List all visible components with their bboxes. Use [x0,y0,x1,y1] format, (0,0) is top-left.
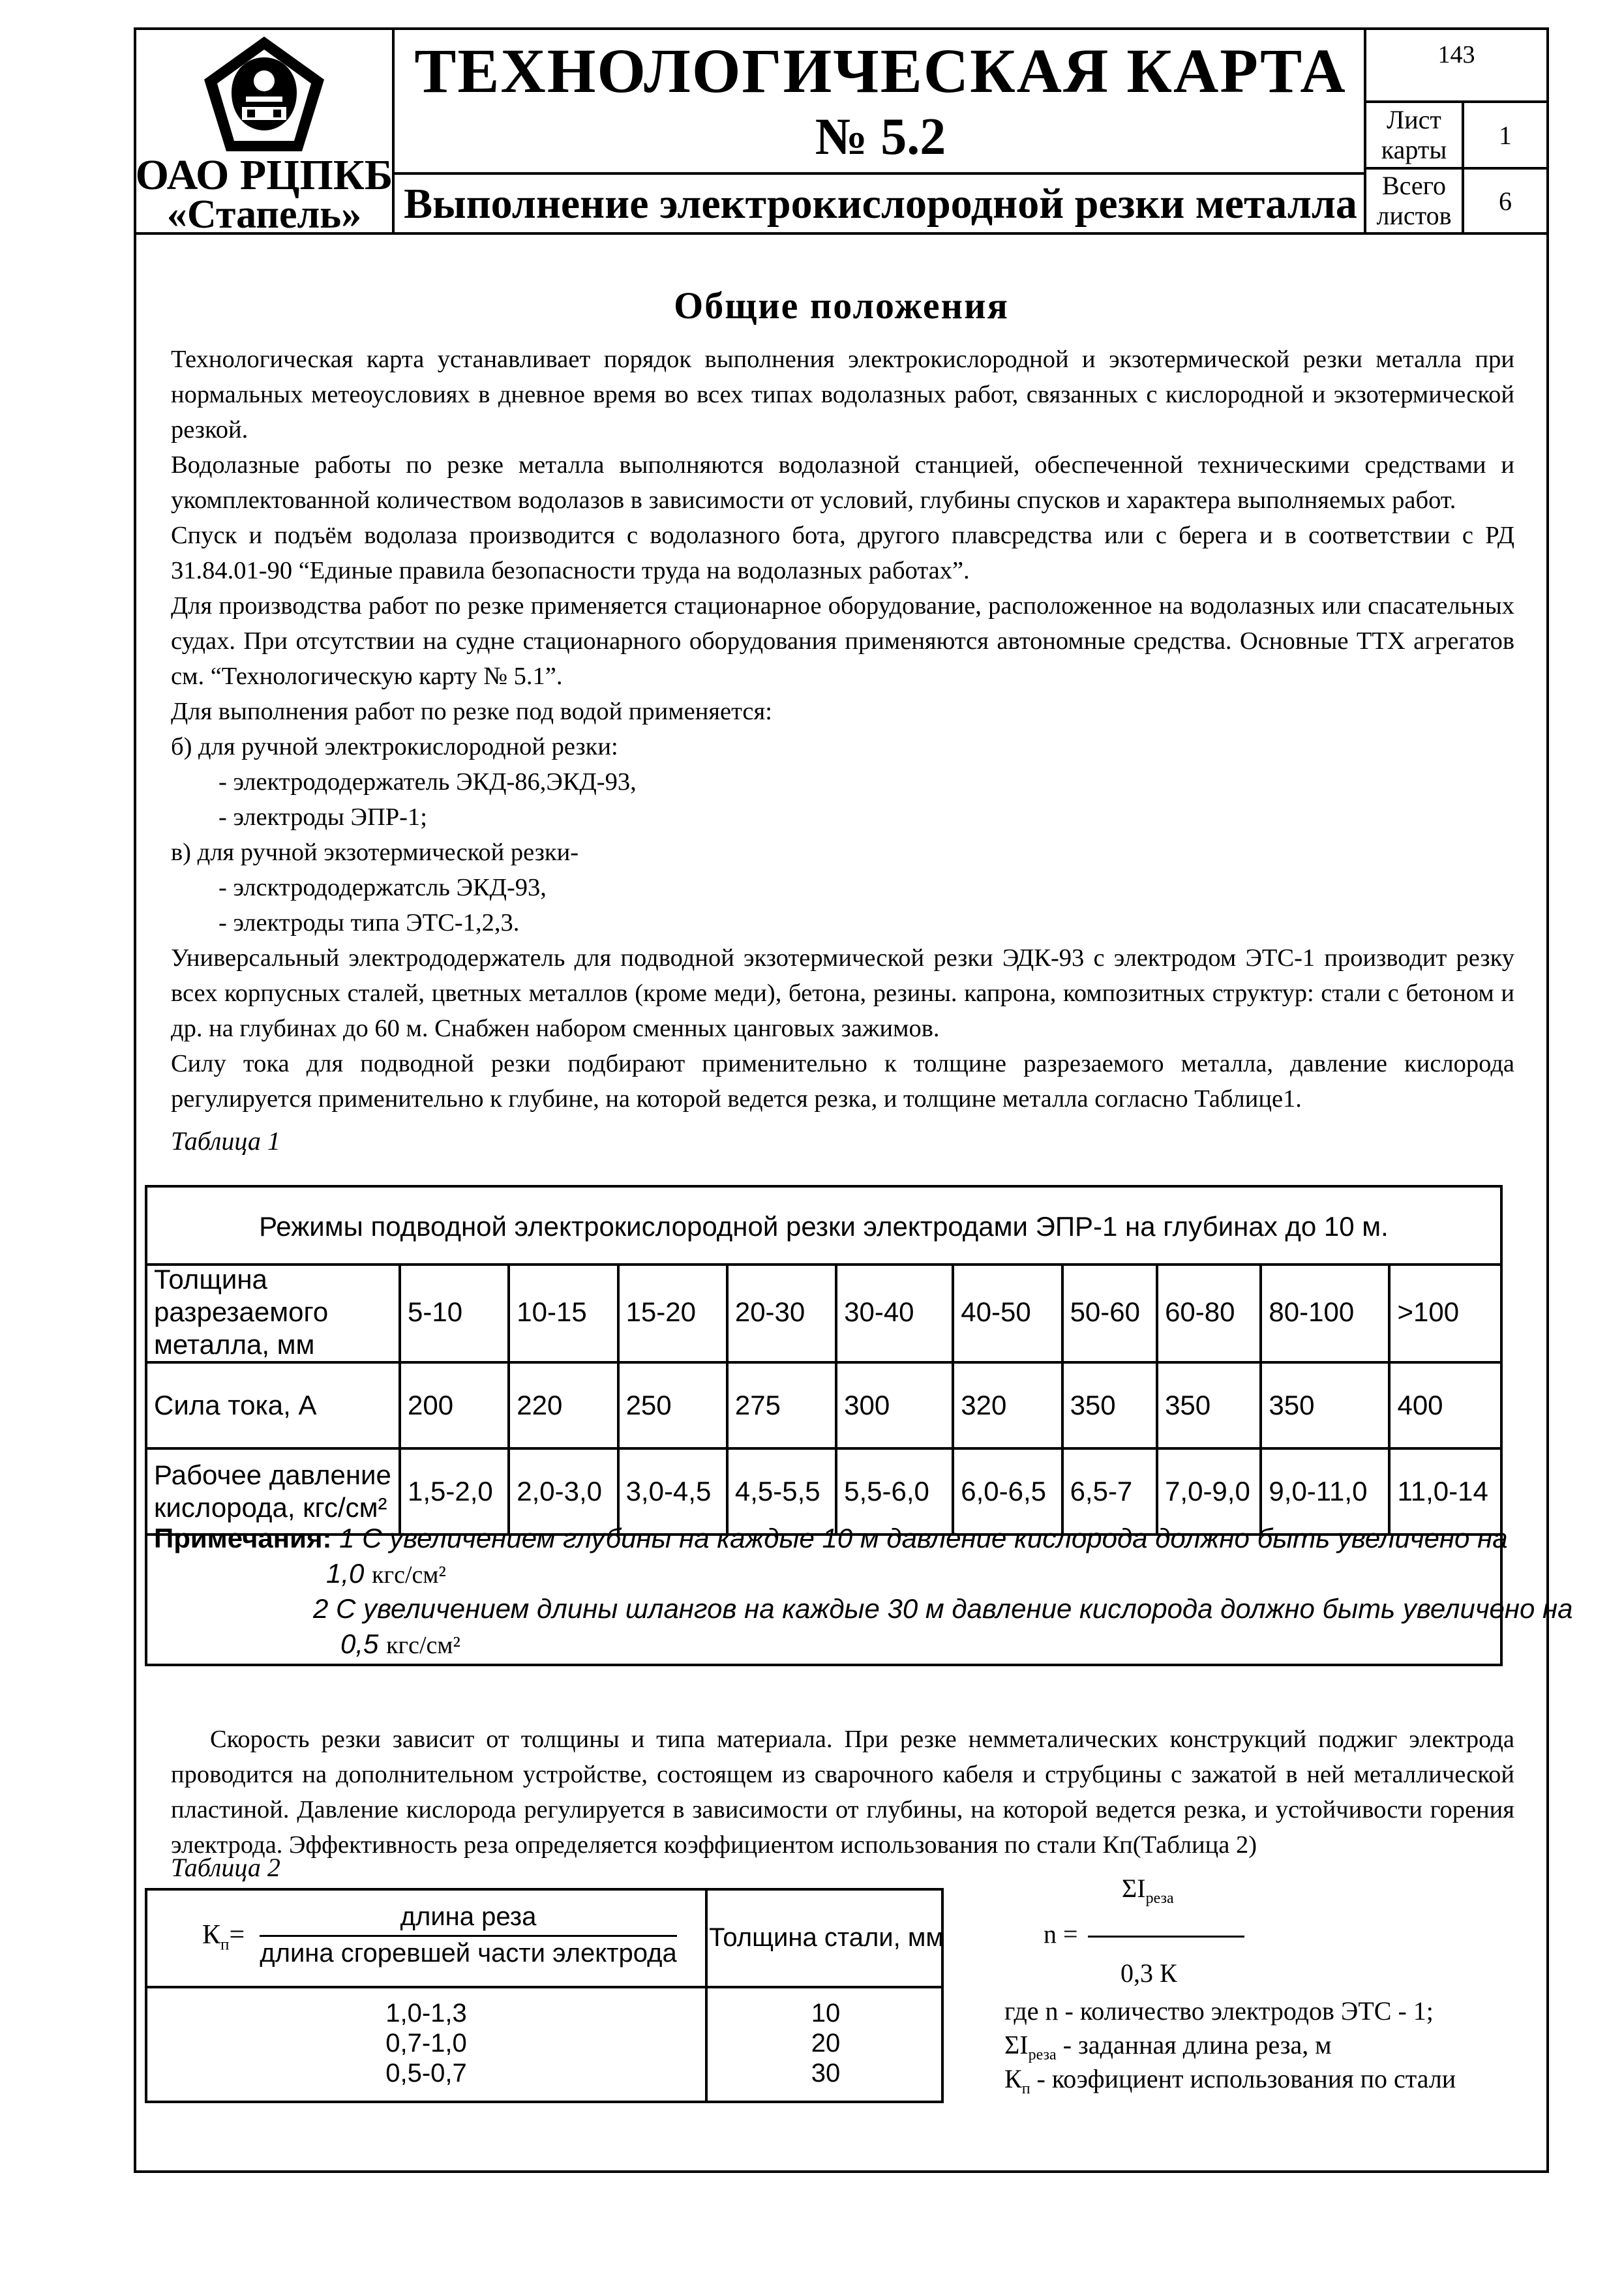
title-cell [395,27,1366,232]
sheet-label: Лист карты [1366,103,1464,167]
k-label: $К_п=$ [202,1920,245,1954]
list-c-heading: в) для ручной экзотермической резки- [171,839,579,866]
row-label-pressure: Рабочее давление кислорода, кгс/см² [147,1448,400,1535]
thickness-value: 30 [811,2059,841,2088]
list-c-item-1: - элсктрододержатсль ЭКД-93, [218,874,547,901]
table-cell: 50-60 [1062,1263,1158,1362]
note-1: Примечания: 1 С увеличением глубины на каждые 10 м давление кислорода должно быть увеличено на [154,1523,1508,1553]
table-cell: 300 [836,1362,953,1448]
doc-title: ТЕХНОЛОГИЧЕСКАЯ КАРТА [414,36,1347,106]
page-number: 143 [1437,41,1475,68]
note-1-value: 1,0 кгс/см² [326,1558,446,1589]
total-label: Всего листов [1366,170,1464,232]
sheet-info-cell [1366,27,1546,232]
formula-n-eq: n = [1044,1919,1078,1949]
table-cell: 275 [727,1362,836,1448]
list-b-item-2: - электроды ЭПР-1; [218,803,427,831]
k-numerator: длина реза [400,1902,537,1931]
table-cell: 6,5-7 [1062,1448,1158,1535]
formula-where-1: где n - количество электродов ЭТС - 1; [1004,1996,1434,2026]
table1-title: Режимы подводной электрокислородной резки электродами ЭПР-1 на глубинах до 10 м. [147,1188,1500,1266]
table-cell: 11,0-14 [1389,1448,1500,1535]
formula-fraction-bar [1088,1936,1244,1938]
table2 [145,1888,944,2103]
table-cell: 350 [1062,1362,1158,1448]
paragraph-6: Универсальный электрододержатель для подводной экзотермической резки ЭДК-93 с электродом ЭТС-1 производит резку всех корпусных сталей, цветных металлов (кроме меди), бетона, резины. капрона, композитных структур: стали с бетоном и др. на глубинах до 60 м. Снабжен набором сменных цанговых зажимов. [171,944,1514,1042]
sheet-value: 1 [1499,120,1512,150]
k-fraction-bar [260,1935,677,1937]
thickness-value: 10 [811,1999,841,2028]
table-cell: 6,0-6,5 [953,1448,1062,1535]
title-divider [395,172,1366,175]
total-value: 6 [1499,186,1512,216]
table-cell: 1,5-2,0 [400,1448,509,1535]
paragraph-5: Для выполнения работ по резке под водой применяется: [171,698,772,725]
note-2-value: 0,5 кгс/см² [340,1628,460,1659]
k-value: 1,0-1,3 [385,1999,467,2028]
sheet-row [1366,100,1546,167]
note-2: 2 С увеличением длины шлангов на каждые 30 м давление кислорода должно быть увеличено на [313,1593,1573,1624]
table-cell: 7,0-9,0 [1157,1448,1261,1535]
paragraph-8: Скорость резки зависит от толщины и типа материала. При резке немметалических конструкций поджиг электрода проводится на дополнительном устройстве, состоящем из сварочного кабеля и струбцины с зажатой в ней металлической пластиной. Давление кислорода регулируется в зависимости от глубины, на которой ведется резка, и устойчивости горения электрода. Эффективность реза определяется коэффициентом использования по стали Кп(Таблица 2) [171,1726,1514,1859]
table-cell: 20-30 [727,1263,836,1362]
table-cell: 60-80 [1157,1263,1261,1362]
table1-row-current [147,1362,1500,1448]
thickness-value: 20 [811,2029,841,2058]
table-cell: 80-100 [1261,1263,1389,1362]
table-cell: 400 [1389,1362,1500,1448]
paragraph-2: Водолазные работы по резке металла выполняются водолазной станцией, обеспеченной техническими средствами и укомплектованной количеством водолазов в зависимости от условий, глубины спусков и характера выполняемых работ. [171,451,1514,514]
paragraph-7: Силу тока для подводной резки подбирают применительно к толщине разрезаемого металла, давление кислорода регулируется применительно к глубине, на которой ведется резка, и толщине металла согласно Таблице1. [171,1050,1514,1113]
table-cell: 3,0-4,5 [618,1448,727,1535]
paragraph-1: Технологическая карта устанавливает порядок выполнения электрокислородной и экзотермической резки металла при нормальных метеоусловиях в дневное время во всех типах водолазных работ, связанных с кислородной и экзотермической резкой. [171,346,1514,443]
org-logo-icon [199,33,329,157]
table-cell: 320 [953,1362,1062,1448]
formula-where-3: $К_п$ - коэфициент использования по стали [1004,2064,1456,2097]
table-cell: 220 [509,1362,618,1448]
k-value: 0,5-0,7 [385,2059,467,2088]
table-cell: 2,0-3,0 [509,1448,618,1535]
table2-header-divider [147,1986,941,1988]
col-header-thickness: Толщина стали, мм [709,1923,944,1952]
list-c-item-2: - электроды типа ЭТС-1,2,3. [218,909,520,936]
table-cell: 40-50 [953,1263,1062,1362]
formula-numerator: $\Sigma I_{реза}$ [1122,1874,1174,1907]
k-denominator: длина сгоревшей части электрода [260,1939,677,1968]
row-label-current: Сила тока, А [147,1362,400,1448]
org-name-line1: ОАО РЦПКБ [135,151,393,199]
table-cell: >100 [1389,1263,1500,1362]
table-cell: 10-15 [509,1263,618,1362]
table-cell: 9,0-11,0 [1261,1448,1389,1535]
list-b-item-1: - электрододержатель ЭКД-86,ЭКД-93, [218,768,637,796]
doc-number: № 5.2 [815,108,946,166]
section-title: Общие положения [674,284,1009,327]
org-logo-cell [134,27,395,237]
table-cell: 4,5-5,5 [727,1448,836,1535]
document-header [134,27,1549,235]
table-cell: 250 [618,1362,727,1448]
table-cell: 5-10 [400,1263,509,1362]
k-value: 0,7-1,0 [385,2029,467,2058]
table1-grid [147,1263,1500,1536]
table-cell: 5,5-6,0 [836,1448,953,1535]
org-name-line2: «Стапель» [166,192,362,237]
table1-caption: Таблица 1 [171,1126,280,1156]
doc-subtitle: Выполнение электрокислородной резки металла [404,180,1357,228]
paragraph-3: Спуск и подъём водолаза производится с водолазного бота, другого плавсредства или с берега и в соответствии с РД 31.84.01-90 “Единые правила безопасности труда на водолазных работах”. [171,522,1514,584]
notes-label: Примечания: [154,1523,332,1553]
table1-notes [145,1511,1573,1666]
table-cell: 30-40 [836,1263,953,1362]
list-b-heading: б) для ручной электрокислородной резки: [171,733,618,760]
table1-row-thickness [147,1263,1500,1362]
row-label-thickness: Толщина разрезаемого металла, мм [147,1263,400,1362]
paragraph-4: Для производства работ по резке применяется стационарное оборудование, расположенное на водолазных или спасательных судах. При отсутствии на судне стационарного оборудования применяются автономные средства. Основные ТТХ агрегатов см. “Технологическую карту № 5.1”. [171,592,1514,690]
table-cell: 350 [1261,1362,1389,1448]
table2-caption: Таблица 2 [171,1853,280,1882]
table-cell: 350 [1157,1362,1261,1448]
table-cell: 200 [400,1362,509,1448]
formula-where-2: $\Sigma I_{реза}$ - заданная длина реза, м [1004,2030,1332,2063]
formula-denominator: 0,3 К [1120,1958,1177,1988]
total-row [1366,167,1546,232]
table-cell: 15-20 [618,1263,727,1362]
